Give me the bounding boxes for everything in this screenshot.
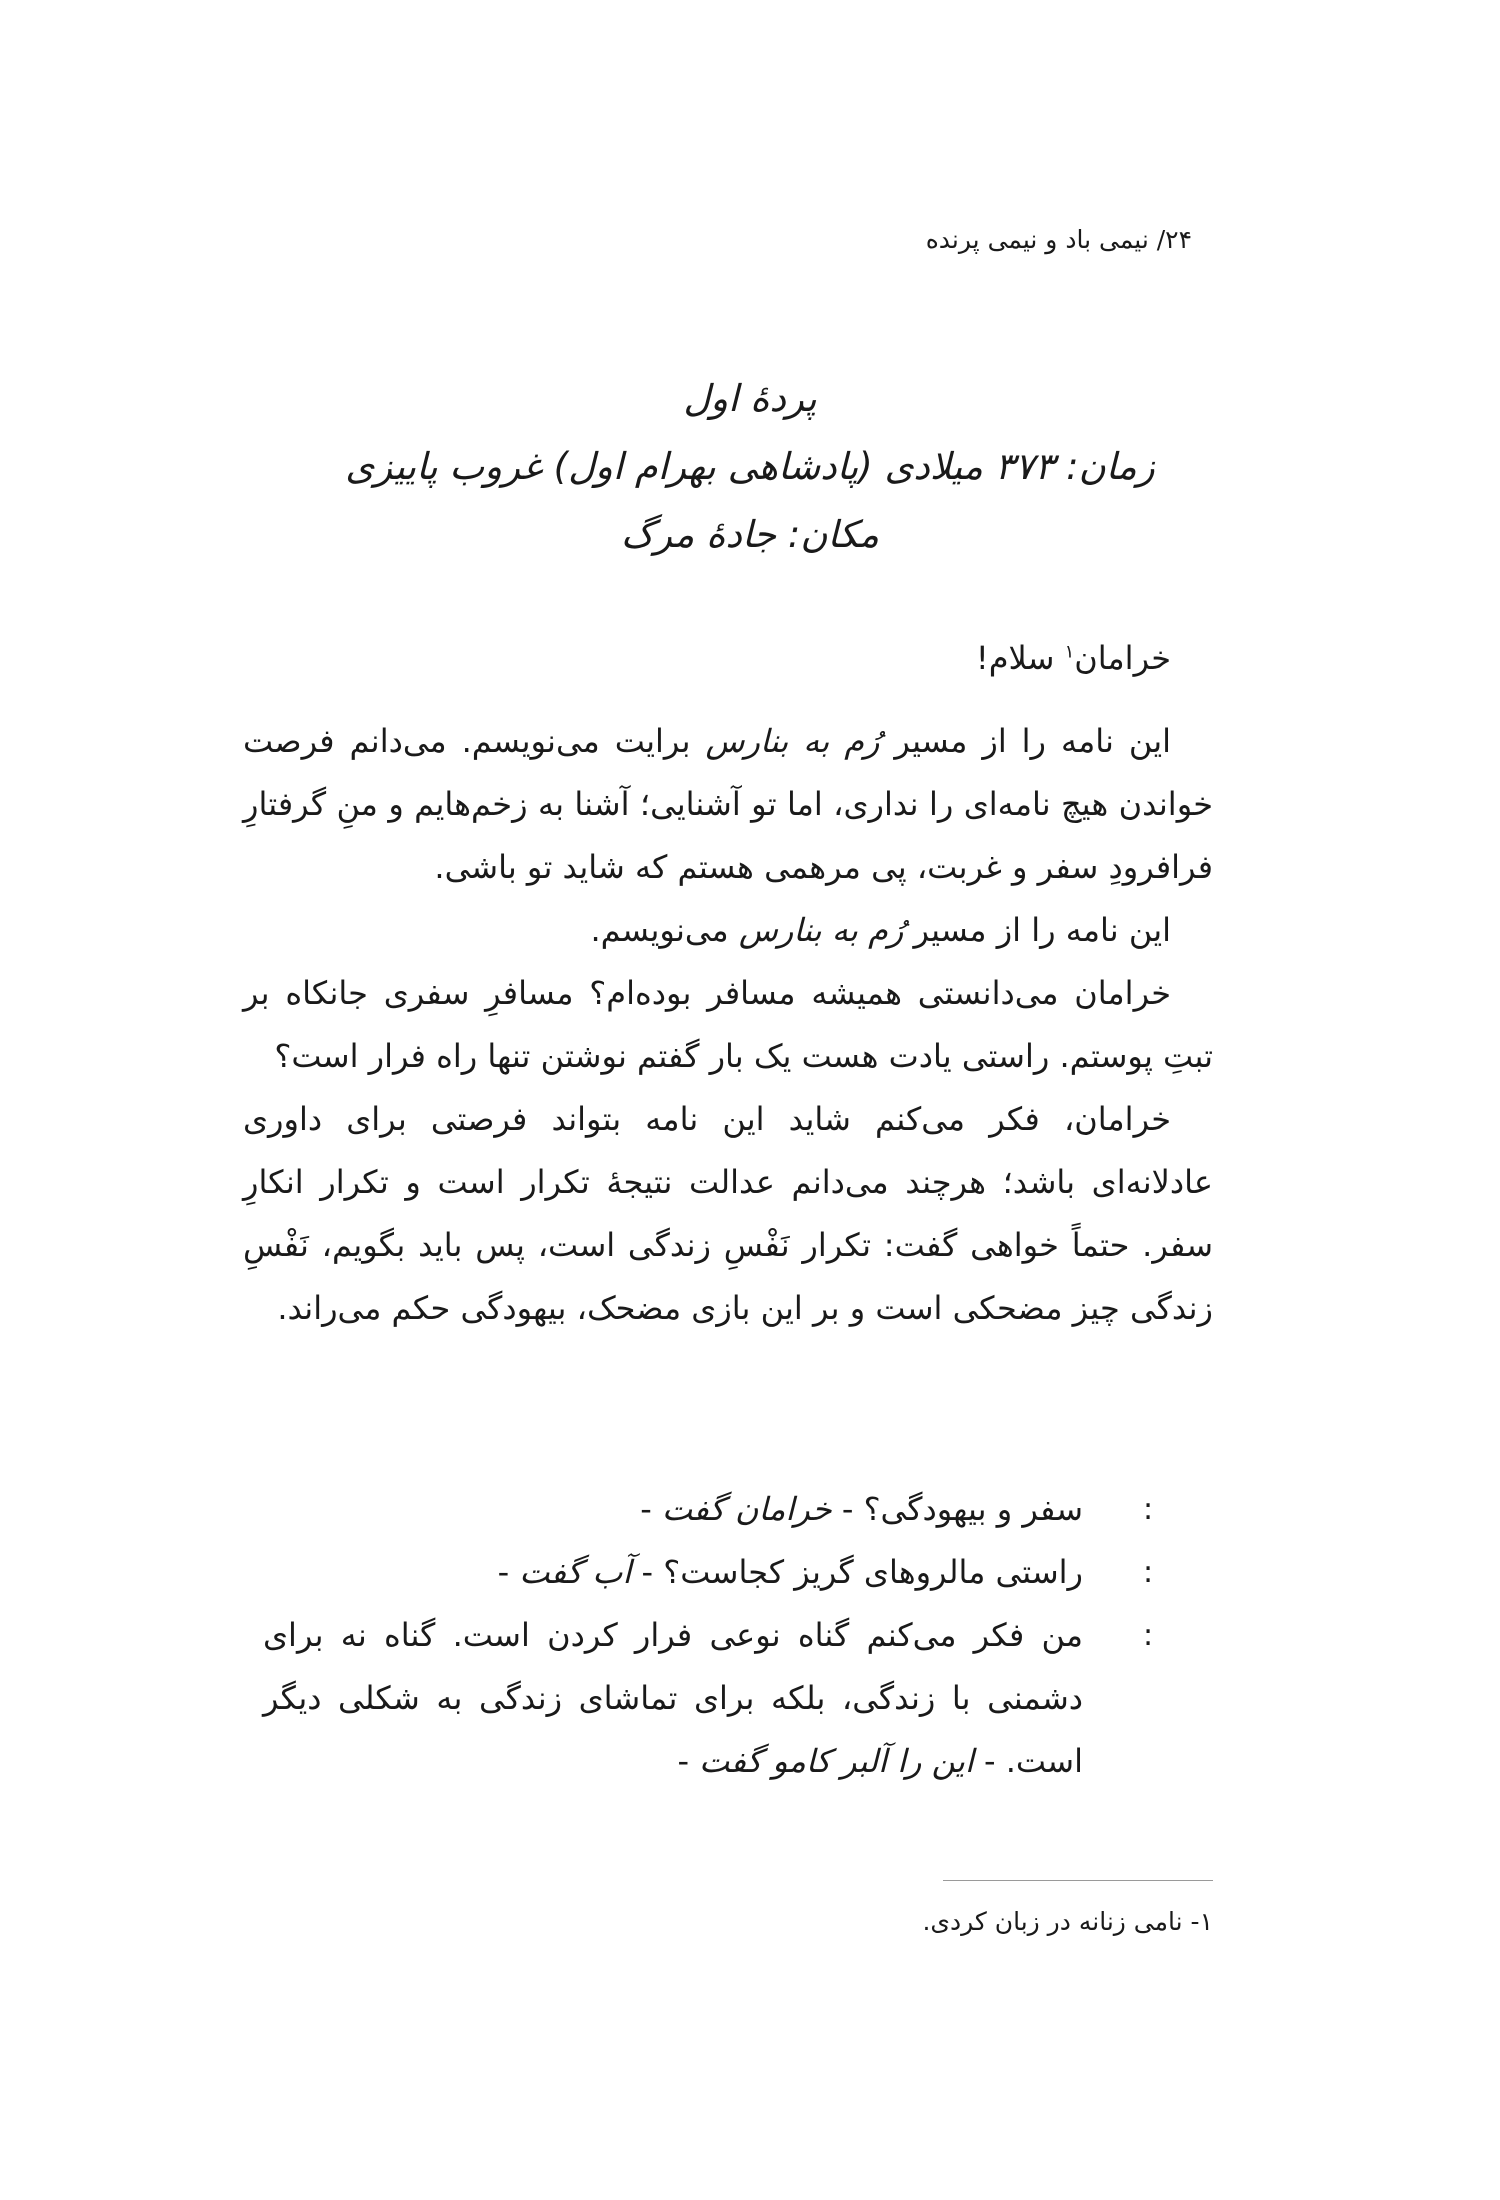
quote-marker: : [1142,1555,1154,1590]
salutation-greeting: سلام! [975,639,1065,677]
running-head: ۲۴/ نیمی باد و نیمی پرنده [925,225,1192,254]
salutation [243,627,1171,690]
paragraph-1-text-a: این نامه را از مسیر [879,722,1172,760]
salutation-name: خرامان [1074,639,1171,677]
paragraph-2-text-a: این نامه را از مسیر [903,911,1171,949]
act-heading [300,365,1200,569]
quote-text [243,1604,1083,1793]
act-title: پردهٔ اول [683,377,817,420]
quote-attribution: آب گفت [519,1553,632,1591]
act-time: زمان: ۳۷۳ میلادی (پادشاهی بهرام اول) غروب پاییزی [345,445,1155,488]
quote-text [243,1541,1083,1604]
letter-body [243,627,1213,1340]
quote-item [243,1604,1213,1793]
quote-text [243,1478,1083,1541]
quote-body: راستی مالروهای گریز کجاست؟ - [631,1553,1083,1591]
quote-body: سفر و بیهودگی؟ - [831,1490,1083,1528]
act-place: مکان: جادهٔ مرگ [620,513,880,556]
paragraph-1-emphasis: رُم به بنارس [705,722,880,760]
quote-item [243,1541,1213,1604]
quote-dash: - [677,1742,700,1780]
quote-marker: : [1142,1492,1154,1527]
quote-marker: : [1142,1618,1154,1653]
paragraph-1 [243,710,1213,899]
paragraph-2-emphasis: رُم به بنارس [738,911,904,949]
footnote: ۱- نامی زنانه در زبان کردی. [922,1907,1213,1936]
quote-dash: - [497,1553,520,1591]
footnote-reference[interactable]: ۱ [1064,641,1075,663]
paragraph-1-text-b: برایت می‌نویسم. می‌دانم فرصت خواندن هیچ نامه‌ای را نداری، اما تو آشنایی؛ آشنا به زخم‌هایم و منِ گرفتارِ فرافرودِ سفر و غربت، پی مرهمی هستم که شاید تو باشی. [243,722,1213,886]
quote-attribution: خرامان گفت [661,1490,832,1528]
quotes-list [243,1478,1213,1793]
paragraph-3: خرامان می‌دانستی همیشه مسافر بوده‌ام؟ مسافرِ سفری جانکاه بر تبتِ پوستم. راستی یادت هست یک بار گفتم نوشتن تنها راه فرار است؟ [243,974,1213,1075]
quote-dash: - [640,1490,662,1528]
paragraph-2 [243,899,1213,962]
quote-item [243,1478,1213,1541]
footnote-divider [943,1880,1213,1881]
quote-attribution: این را آلبر کامو گفت [699,1742,974,1780]
paragraph-2-text-b: می‌نویسم. [590,911,739,949]
paragraph-4: خرامان، فکر می‌کنم شاید این نامه بتواند فرصتی برای داوری عادلانه‌ای باشد؛ هرچند می‌دانم عدالت نتیجهٔ تکرار است و تکرار انکارِ سفر. حتماً خواهی گفت: تکرار نَفْسِ زندگی است، پس باید بگویم، نَفْسِ زندگی چیز مضحکی است و بر این بازی مضحک، بیهودگی حکم می‌راند. [243,1100,1213,1327]
quote-body: من فکر می‌کنم گناه نوعی فرار کردن است. گناه نه برای دشمنی با زندگی، بلکه برای تماشای زندگی به شکلی دیگر است. - [263,1616,1083,1780]
